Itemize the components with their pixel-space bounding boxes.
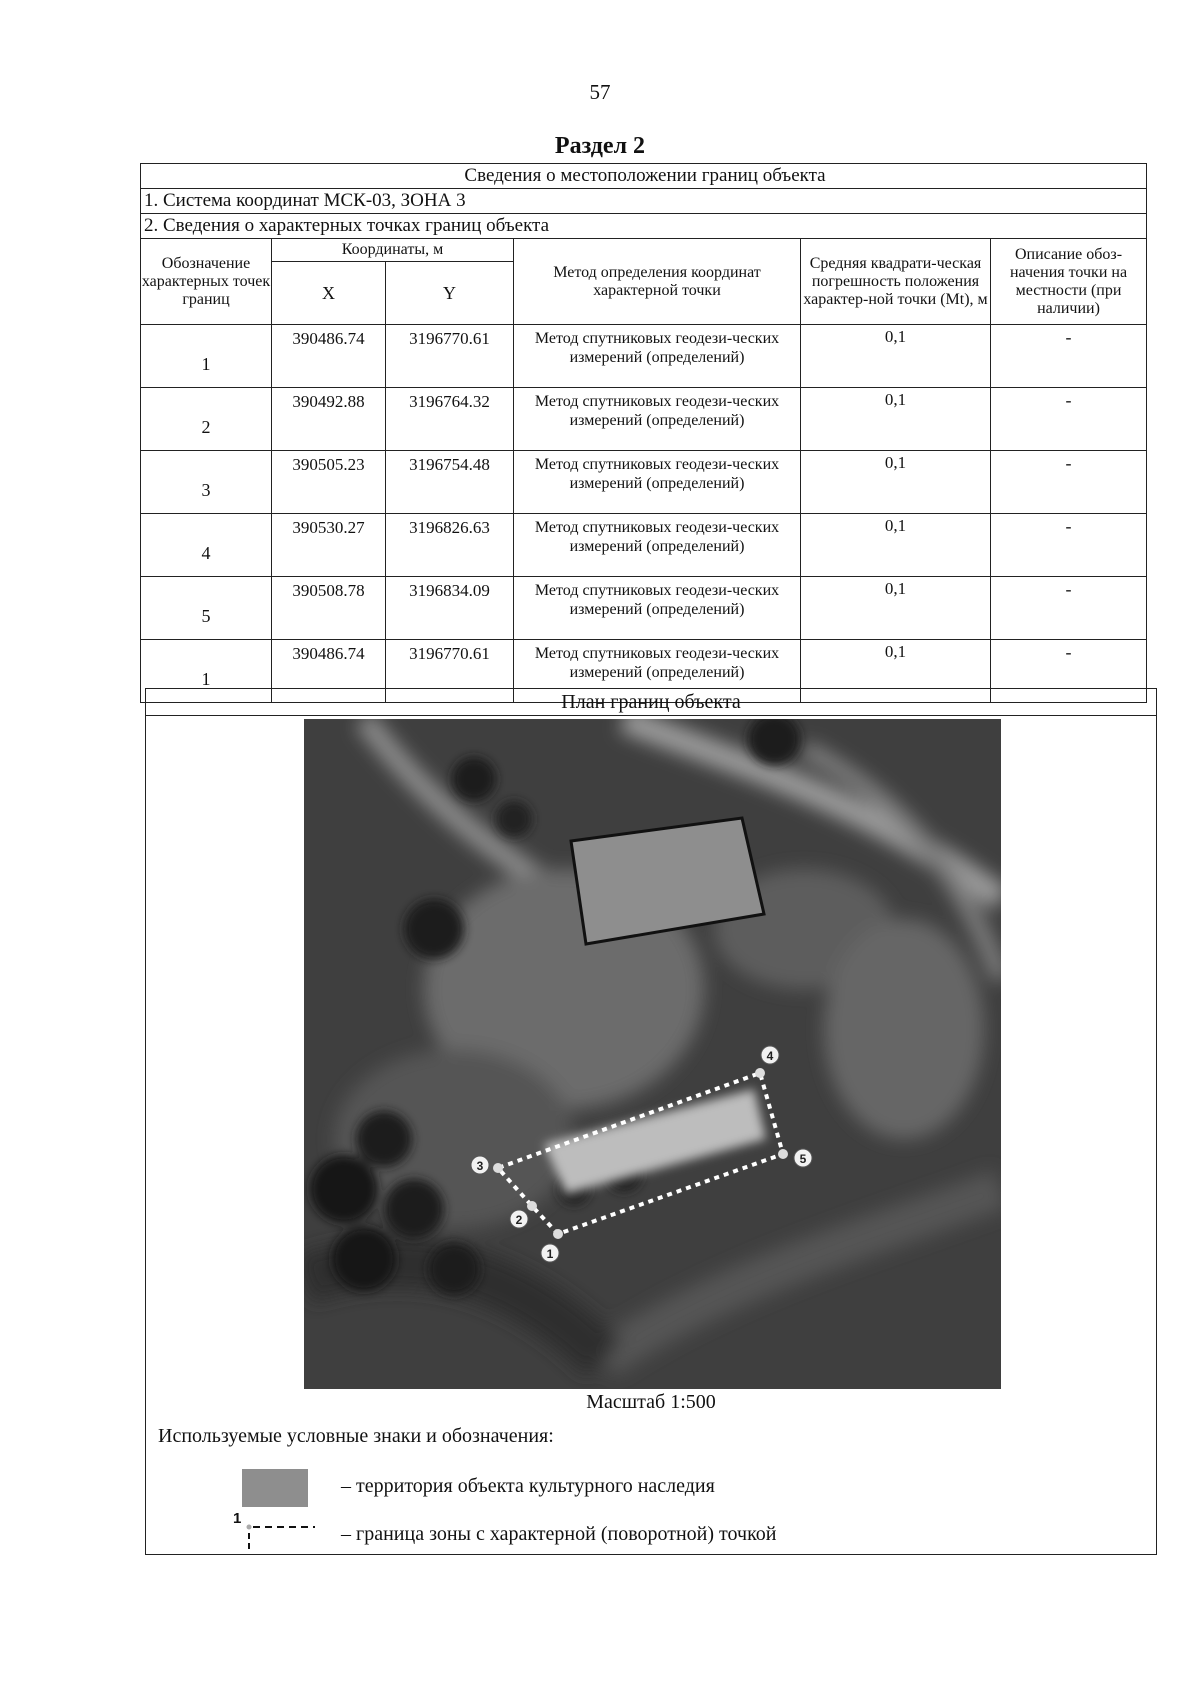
cell-accuracy: 0,1: [801, 451, 991, 514]
header-coordinates: Координаты, м: [272, 239, 514, 262]
cell-x: 390486.74: [272, 325, 386, 388]
point-marker-2: [510, 1210, 528, 1228]
section-title: Раздел 2: [554, 133, 646, 159]
cell-accuracy: 0,1: [801, 388, 991, 451]
page-number: 57: [589, 80, 611, 104]
header-description: Описание обоз-начения точки на местности (при наличии): [991, 239, 1147, 325]
cell-accuracy: 0,1: [801, 514, 991, 577]
table-row: [141, 514, 1147, 577]
point-marker-4: [761, 1046, 779, 1064]
cell-method: Метод спутниковых геодези-ческих измерений (определений): [514, 451, 801, 514]
legend-boundary-text: – граница зоны с характерной (поворотной) точкой: [341, 1523, 777, 1545]
header-x: X: [272, 262, 386, 325]
aerial-image: [304, 719, 1001, 1389]
svg-text:1: 1: [233, 1510, 242, 1527]
cell-description: -: [991, 451, 1147, 514]
cell-x: 390486.74: [272, 640, 386, 703]
cell-y: 3196764.32: [386, 388, 514, 451]
svg-text:3: 3: [476, 1159, 484, 1173]
point-marker-3: [471, 1156, 489, 1174]
svg-text:5: 5: [799, 1152, 807, 1166]
header-y: Y: [386, 262, 514, 325]
svg-text:1: 1: [546, 1247, 554, 1261]
cell-point: 3: [141, 451, 272, 514]
header-accuracy: Средняя квадрати-ческая погрешность положения характер-ной точки (Mt), м: [801, 239, 991, 325]
points-heading: 2. Сведения о характерных точках границ объекта: [141, 214, 1147, 239]
cell-description: -: [991, 325, 1147, 388]
coord-system: 1. Система координат МСК-03, ЗОНА 3: [141, 189, 1147, 214]
table-row: [141, 388, 1147, 451]
plan-title: План границ объекта: [146, 689, 1156, 716]
svg-text:4: 4: [766, 1049, 774, 1063]
table-title: Сведения о местоположении границ объекта: [141, 164, 1147, 189]
cell-point: 1: [141, 640, 272, 703]
cell-accuracy: 0,1: [801, 640, 991, 703]
point-marker-1: [541, 1244, 559, 1262]
cell-method: Метод спутниковых геодези-ческих измерений (определений): [514, 388, 801, 451]
coordinates-table: [140, 163, 1147, 703]
cell-method: Метод спутниковых геодези-ческих измерений (определений): [514, 514, 801, 577]
legend-title: Используемые условные знаки и обозначения:: [158, 1425, 554, 1447]
plan-frame: [145, 688, 1157, 1555]
cell-accuracy: 0,1: [801, 325, 991, 388]
cell-y: 3196770.61: [386, 325, 514, 388]
header-designation: Обозначение характерных точек границ: [141, 239, 272, 325]
cell-point: 5: [141, 577, 272, 640]
table-row: [141, 451, 1147, 514]
cell-point: 4: [141, 514, 272, 577]
header-method: Метод определения координат характерной точки: [514, 239, 801, 325]
cell-method: Метод спутниковых геодези-ческих измерений (определений): [514, 325, 801, 388]
table-row: [141, 577, 1147, 640]
cell-y: 3196834.09: [386, 577, 514, 640]
cell-x: 390505.23: [272, 451, 386, 514]
cell-x: 390492.88: [272, 388, 386, 451]
legend-boundary-symbol: [233, 1509, 323, 1551]
cell-description: -: [991, 577, 1147, 640]
cell-method: Метод спутниковых геодези-ческих измерений (определений): [514, 640, 801, 703]
cell-description: -: [991, 388, 1147, 451]
cell-description: -: [991, 640, 1147, 703]
cell-accuracy: 0,1: [801, 577, 991, 640]
legend-heritage-swatch: [242, 1469, 308, 1507]
cell-method: Метод спутниковых геодези-ческих измерений (определений): [514, 577, 801, 640]
cell-y: 3196826.63: [386, 514, 514, 577]
svg-text:2: 2: [515, 1213, 523, 1227]
cell-description: -: [991, 514, 1147, 577]
cell-y: 3196754.48: [386, 451, 514, 514]
table-body: [141, 325, 1147, 703]
cell-point: 1: [141, 325, 272, 388]
point-marker-5: [794, 1149, 812, 1167]
cell-y: 3196770.61: [386, 640, 514, 703]
scale-label: Масштаб 1:500: [586, 1391, 716, 1413]
legend-heritage-text: – территория объекта культурного наследия: [341, 1475, 715, 1497]
cell-x: 390530.27: [272, 514, 386, 577]
cell-point: 2: [141, 388, 272, 451]
table-row: [141, 325, 1147, 388]
cell-x: 390508.78: [272, 577, 386, 640]
